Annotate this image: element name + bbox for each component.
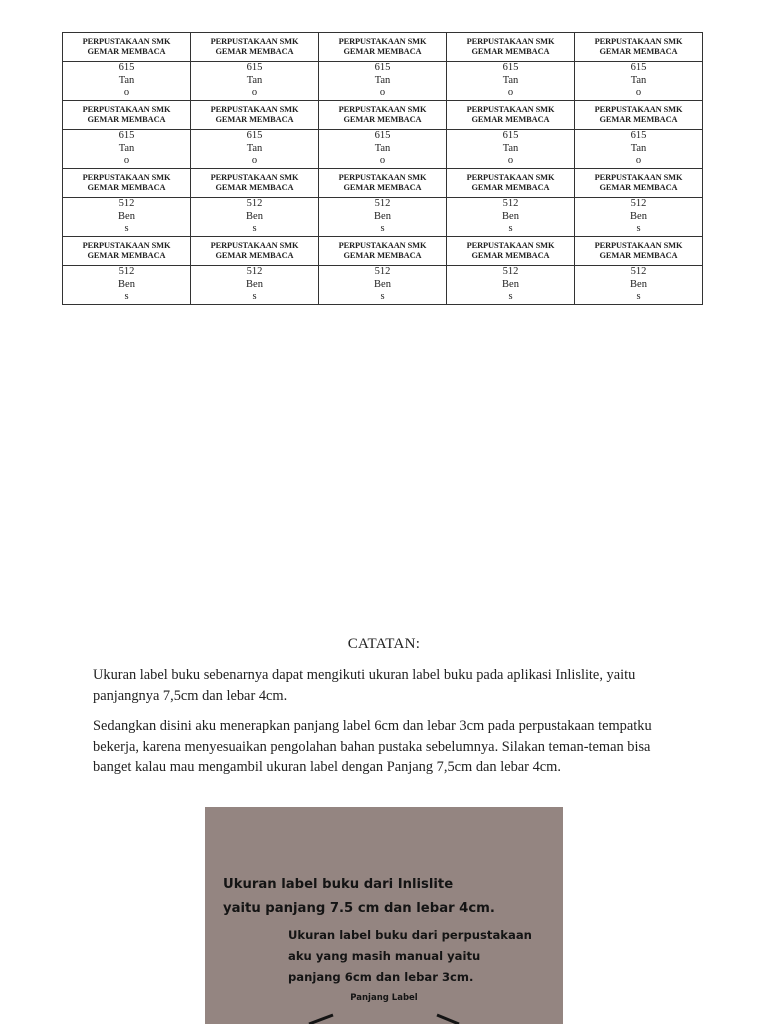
call-number: 615 <box>246 130 263 142</box>
label-body <box>319 266 447 305</box>
library-name: PERPUSTAKAAN SMK <box>210 37 299 46</box>
title-code: o <box>507 155 514 167</box>
title-code: s <box>636 223 641 235</box>
author-code: Ben <box>502 278 519 290</box>
label-header-row <box>63 237 703 266</box>
title-code: s <box>124 223 129 235</box>
library-name: PERPUSTAKAAN SMK <box>210 105 299 114</box>
label-body <box>191 198 319 237</box>
label-body <box>191 62 319 101</box>
label-body-row <box>63 198 703 237</box>
author-code: Tan <box>502 142 519 154</box>
author-code: Ben <box>502 210 519 222</box>
label-header <box>191 101 319 130</box>
label-body <box>575 130 703 169</box>
label-header-row <box>63 169 703 198</box>
library-motto: GEMAR MEMBACA <box>471 115 550 124</box>
label-body-row <box>63 266 703 305</box>
book-label-grid <box>62 32 703 305</box>
library-motto: GEMAR MEMBACA <box>215 47 294 56</box>
author-code: Ben <box>374 278 391 290</box>
label-header <box>575 169 703 198</box>
label-body <box>447 266 575 305</box>
label-size-image <box>205 807 563 1024</box>
title-code: o <box>251 155 258 167</box>
title-code: s <box>636 291 641 303</box>
label-header-row <box>63 101 703 130</box>
author-code: Tan <box>246 142 263 154</box>
arrow-marks <box>205 807 563 1024</box>
title-code: o <box>251 87 258 99</box>
call-number: 615 <box>374 130 391 142</box>
manual-size-line-1: Ukuran label buku dari perpustakaan <box>288 928 532 942</box>
library-name: PERPUSTAKAAN SMK <box>338 173 427 182</box>
call-number: 615 <box>630 62 647 74</box>
label-header <box>575 237 703 266</box>
call-number: 512 <box>374 198 391 210</box>
library-motto: GEMAR MEMBACA <box>343 251 422 260</box>
call-number: 512 <box>246 198 263 210</box>
notes-title: CATATAN: <box>347 636 421 652</box>
label-header <box>319 237 447 266</box>
library-motto: GEMAR MEMBACA <box>87 47 166 56</box>
author-code: Tan <box>374 74 391 86</box>
label-body <box>191 266 319 305</box>
label-body <box>63 62 191 101</box>
manual-size-line-3: panjang 6cm dan lebar 3cm. <box>288 970 474 984</box>
library-motto: GEMAR MEMBACA <box>599 47 678 56</box>
author-code: Ben <box>246 210 263 222</box>
label-body <box>63 198 191 237</box>
label-body <box>447 130 575 169</box>
label-body <box>447 62 575 101</box>
inlislite-size-line-1: Ukuran label buku dari Inlislite <box>223 877 454 892</box>
author-code: Tan <box>246 74 263 86</box>
library-motto: GEMAR MEMBACA <box>215 115 294 124</box>
title-code: o <box>123 155 130 167</box>
library-motto: GEMAR MEMBACA <box>471 47 550 56</box>
label-header <box>319 33 447 62</box>
title-code: o <box>123 87 130 99</box>
label-header <box>447 237 575 266</box>
notes-paragraph-2: Sedangkan disini aku menerapkan panjang label 6cm dan lebar 3cm pada perpustakaan tempatku bekerja, karena menyesuaikan pengolahan bahan pustaka sebelumnya. Silakan teman-teman bisa banget kalau mau mengambil ukuran label dengan Panjang 7,5cm dan lebar 4cm. <box>93 718 652 775</box>
label-header <box>63 33 191 62</box>
label-header <box>63 169 191 198</box>
title-code: s <box>508 291 513 303</box>
title-code: o <box>507 87 514 99</box>
library-name: PERPUSTAKAAN SMK <box>338 241 427 250</box>
label-body <box>575 266 703 305</box>
label-header <box>447 101 575 130</box>
label-header <box>447 33 575 62</box>
title-code: s <box>380 223 385 235</box>
author-code: Tan <box>630 142 647 154</box>
library-name: PERPUSTAKAAN SMK <box>82 241 171 250</box>
library-motto: GEMAR MEMBACA <box>343 183 422 192</box>
call-number: 615 <box>118 62 135 74</box>
author-code: Tan <box>374 142 391 154</box>
call-number: 512 <box>118 198 135 210</box>
library-motto: GEMAR MEMBACA <box>471 183 550 192</box>
library-motto: GEMAR MEMBACA <box>599 115 678 124</box>
library-name: PERPUSTAKAAN SMK <box>210 173 299 182</box>
author-code: Tan <box>630 74 647 86</box>
title-code: s <box>380 291 385 303</box>
library-motto: GEMAR MEMBACA <box>599 251 678 260</box>
library-name: PERPUSTAKAAN SMK <box>82 105 171 114</box>
library-name: PERPUSTAKAAN SMK <box>338 37 427 46</box>
label-body <box>575 198 703 237</box>
label-body <box>63 130 191 169</box>
library-motto: GEMAR MEMBACA <box>87 183 166 192</box>
library-name: PERPUSTAKAAN SMK <box>466 105 555 114</box>
label-body <box>191 130 319 169</box>
label-header <box>63 101 191 130</box>
panjang-label-caption: Panjang Label <box>350 993 418 1003</box>
call-number: 512 <box>502 198 519 210</box>
label-body <box>447 198 575 237</box>
library-motto: GEMAR MEMBACA <box>215 251 294 260</box>
title-code: s <box>508 223 513 235</box>
label-body-row <box>63 62 703 101</box>
library-name: PERPUSTAKAAN SMK <box>82 173 171 182</box>
inlislite-size-line-2: yaitu panjang 7.5 cm dan lebar 4cm. <box>223 901 495 916</box>
label-body <box>319 62 447 101</box>
title-code: s <box>252 291 257 303</box>
call-number: 615 <box>502 130 519 142</box>
title-code: o <box>635 87 642 99</box>
label-body <box>63 266 191 305</box>
title-code: o <box>635 155 642 167</box>
notes-paragraph-1: Ukuran label buku sebenarnya dapat mengikuti ukuran label buku pada aplikasi Inlislite, yaitu panjangnya 7,5cm dan lebar 4cm. <box>93 667 636 704</box>
call-number: 615 <box>630 130 647 142</box>
title-code: s <box>124 291 129 303</box>
left-arrow-icon <box>309 1015 333 1024</box>
label-header <box>191 237 319 266</box>
library-motto: GEMAR MEMBACA <box>599 183 678 192</box>
author-code: Ben <box>374 210 391 222</box>
label-header <box>319 169 447 198</box>
call-number: 512 <box>630 198 647 210</box>
library-name: PERPUSTAKAAN SMK <box>82 37 171 46</box>
library-motto: GEMAR MEMBACA <box>87 251 166 260</box>
label-header <box>575 101 703 130</box>
library-name: PERPUSTAKAAN SMK <box>594 241 683 250</box>
library-name: PERPUSTAKAAN SMK <box>338 105 427 114</box>
manual-size-line-2: aku yang masih manual yaitu <box>288 949 481 963</box>
label-header <box>575 33 703 62</box>
library-motto: GEMAR MEMBACA <box>343 47 422 56</box>
right-arrow-icon <box>437 1015 459 1024</box>
title-code: o <box>379 155 386 167</box>
library-name: PERPUSTAKAAN SMK <box>466 37 555 46</box>
library-motto: GEMAR MEMBACA <box>87 115 166 124</box>
label-body-row <box>63 130 703 169</box>
label-header <box>191 33 319 62</box>
call-number: 615 <box>502 62 519 74</box>
title-code: s <box>252 223 257 235</box>
library-name: PERPUSTAKAAN SMK <box>594 37 683 46</box>
call-number: 615 <box>374 62 391 74</box>
author-code: Ben <box>246 278 263 290</box>
call-number: 615 <box>118 130 135 142</box>
label-header-row <box>63 33 703 62</box>
author-code: Ben <box>118 278 135 290</box>
library-name: PERPUSTAKAAN SMK <box>466 241 555 250</box>
author-code: Tan <box>118 142 135 154</box>
author-code: Ben <box>630 278 647 290</box>
label-header <box>447 169 575 198</box>
call-number: 512 <box>374 266 391 278</box>
call-number: 512 <box>502 266 519 278</box>
library-name: PERPUSTAKAAN SMK <box>466 173 555 182</box>
title-code: o <box>379 87 386 99</box>
library-name: PERPUSTAKAAN SMK <box>594 105 683 114</box>
call-number: 512 <box>246 266 263 278</box>
label-body <box>319 198 447 237</box>
author-code: Tan <box>502 74 519 86</box>
call-number: 615 <box>246 62 263 74</box>
call-number: 512 <box>630 266 647 278</box>
author-code: Ben <box>118 210 135 222</box>
label-header <box>191 169 319 198</box>
label-header <box>319 101 447 130</box>
label-header <box>63 237 191 266</box>
label-body <box>575 62 703 101</box>
library-motto: GEMAR MEMBACA <box>215 183 294 192</box>
library-motto: GEMAR MEMBACA <box>343 115 422 124</box>
author-code: Tan <box>118 74 135 86</box>
call-number: 512 <box>118 266 135 278</box>
label-body <box>319 130 447 169</box>
library-motto: GEMAR MEMBACA <box>471 251 550 260</box>
library-name: PERPUSTAKAAN SMK <box>210 241 299 250</box>
author-code: Ben <box>630 210 647 222</box>
library-name: PERPUSTAKAAN SMK <box>594 173 683 182</box>
